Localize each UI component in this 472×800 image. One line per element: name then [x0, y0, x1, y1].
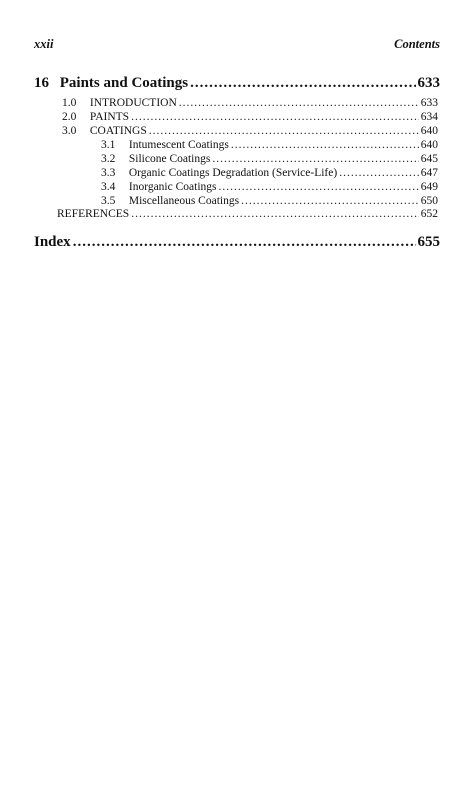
entry-page: 652: [420, 208, 438, 220]
index-title: Index: [34, 234, 71, 250]
chapter-label: [34, 75, 188, 92]
entry-number: 2.0: [62, 111, 77, 123]
index-entry[interactable]: [34, 234, 440, 251]
dot-leader: [131, 111, 419, 123]
entry-label: [101, 153, 210, 165]
running-head: [34, 37, 440, 55]
toc-entry-silicone-coatings[interactable]: [101, 153, 438, 167]
entry-label: [101, 139, 229, 151]
entry-label: [62, 97, 177, 109]
toc-entry-miscellaneous-coatings[interactable]: [101, 195, 438, 209]
entry-number: 1.0: [62, 97, 77, 109]
entry-number: 3.0: [62, 125, 77, 137]
entry-page: 650: [420, 195, 438, 207]
entry-page: 640: [420, 125, 438, 137]
entry-label: [101, 195, 239, 207]
entry-label: [101, 167, 337, 179]
entry-title: Miscellaneous Coatings: [128, 195, 240, 207]
dot-leader: [190, 75, 415, 92]
dot-leader: [241, 195, 419, 207]
entry-page: 634: [420, 111, 438, 123]
entry-number: 3.1: [101, 139, 116, 151]
dot-leader: [339, 167, 419, 179]
running-title: Contents: [394, 37, 440, 51]
entry-label: [101, 181, 217, 193]
entry-page: 633: [420, 97, 438, 109]
entry-title: Inorganic Coatings: [128, 181, 217, 193]
dot-leader: [219, 181, 419, 193]
entry-title: Silicone Coatings: [128, 153, 211, 165]
toc-entry-paints[interactable]: [62, 111, 438, 125]
index-page: 655: [417, 234, 440, 250]
dot-leader: [131, 208, 419, 220]
entry-page: 647: [420, 167, 438, 179]
entry-title: COATINGS: [89, 125, 147, 137]
toc-entry-introduction[interactable]: [62, 97, 438, 111]
entry-label: [62, 125, 147, 137]
entry-number: 3.2: [101, 153, 116, 165]
page-number-label: xxii: [34, 37, 54, 51]
entry-number: 3.5: [101, 195, 116, 207]
entry-page: 645: [420, 153, 438, 165]
toc-entry-intumescent-coatings[interactable]: [101, 139, 438, 153]
dot-leader: [149, 125, 419, 137]
entry-title: INTRODUCTION: [89, 97, 177, 109]
dot-leader: [179, 97, 419, 109]
chapter-number: 16: [34, 75, 49, 91]
entry-label: [57, 208, 129, 220]
entry-page: 649: [420, 181, 438, 193]
dot-leader: [73, 234, 416, 251]
entry-page: 640: [420, 139, 438, 151]
dot-leader: [231, 139, 419, 151]
entry-label: [62, 111, 129, 123]
chapter-title: Paints and Coatings: [59, 75, 189, 91]
toc-entry-references[interactable]: [57, 208, 438, 222]
toc-entry-coatings[interactable]: [62, 125, 438, 139]
entry-title: REFERENCES: [57, 208, 130, 220]
entry-number: 3.4: [101, 181, 116, 193]
entry-title: Organic Coatings Degradation (Service-Life): [128, 167, 338, 179]
entry-title: PAINTS: [89, 111, 130, 123]
dot-leader: [212, 153, 418, 165]
chapter-entry[interactable]: [34, 75, 440, 92]
entry-number: 3.3: [101, 167, 116, 179]
toc-entry-organic-coatings-degradation[interactable]: [101, 167, 438, 181]
chapter-page: 633: [417, 75, 440, 91]
toc-entry-inorganic-coatings[interactable]: [101, 181, 438, 195]
entry-title: Intumescent Coatings: [128, 139, 229, 151]
